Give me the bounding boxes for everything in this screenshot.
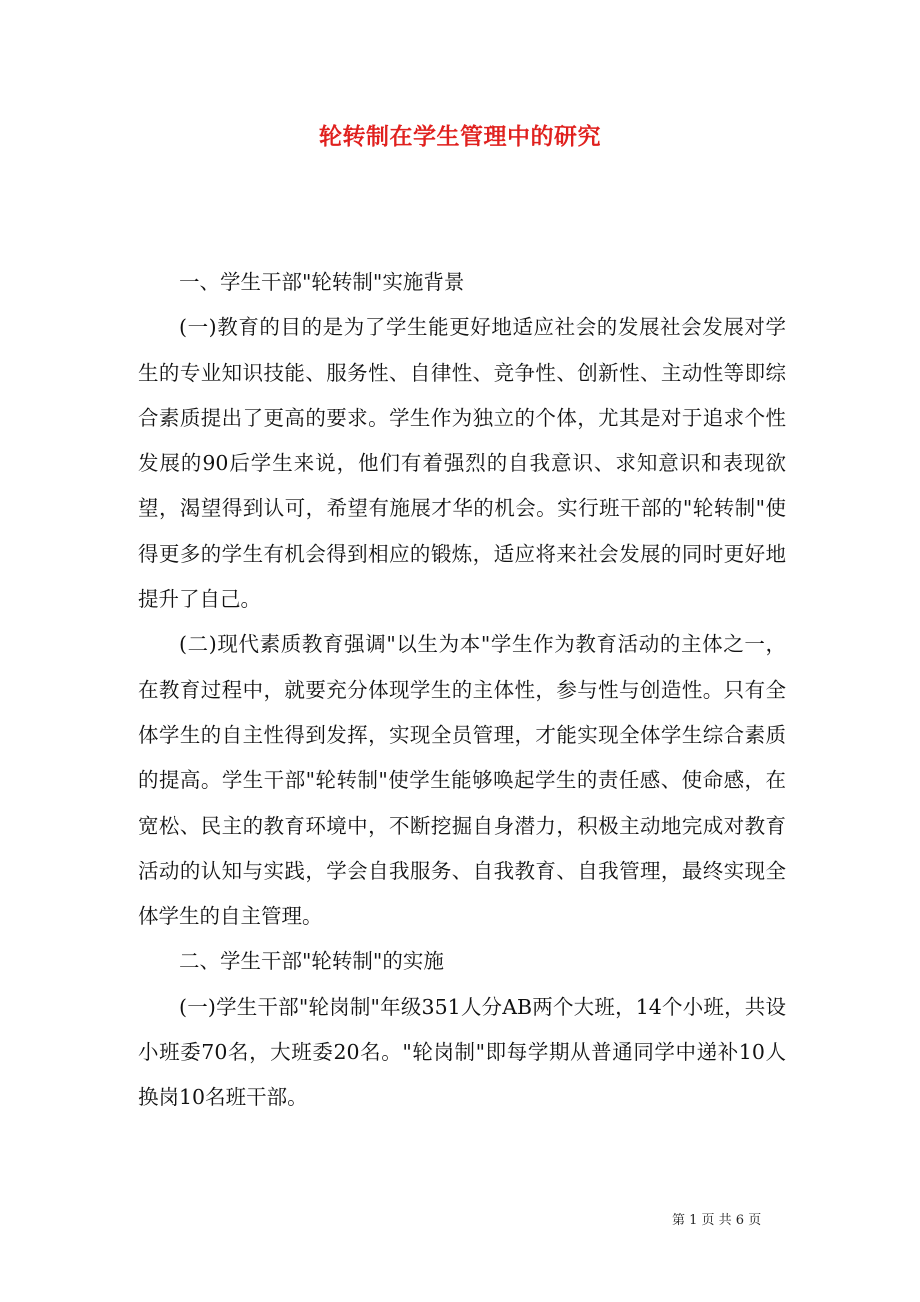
document-title: 轮转制在学生管理中的研究 [319,123,601,150]
paragraph-3: (一)学生干部"轮岗制"年级351人分AB两个大班，14个小班，共设小班委70名，大班委20名。"轮岗制"即每学期从普通同学中递补10人换岗10名班干部。 [138,994,786,1110]
section-heading-1: 一、学生干部"轮转制"实施背景 [179,270,465,294]
paragraph-1: (一)教育的目的是为了学生能更好地适应社会的发展社会发展对学生的专业知识技能、服务性、自律性、竞争性、创新性、主动性等即综合素质提出了更高的要求。学生作为独立的个体，尤其是对于追求个性发展的90后学生来说，他们有着强烈的自我意识、求知意识和表现欲望，渴望得到认可，希望有施展才华的机会。实行班干部的"轮转制"使得更多的学生有机会得到相应的锻炼，适应将来社会发展的同时更好地提升了自己。 [138,315,786,612]
section-heading-2: 二、学生干部"轮转制"的实施 [179,949,444,974]
paragraph-2: (二)现代素质教育强调"以生为本"学生作为教育活动的主体之一，在教育过程中，就要充分体现学生的主体性，参与性与创造性。只有全体学生的自主性得到发挥，实现全员管理，才能实现全体学生综合素质的提高。学生干部"轮转制"使学生能够唤起学生的责任感、使命感，在宽松、民主的教育环境中，不断挖掘自身潜力，积极主动地完成对教育活动的认知与实践，学会自我服务、自我教育、自我管理，最终实现全体学生的自主管理。 [138,632,786,929]
page-number-footer: 第 1 页 共 6 页 [672,1213,762,1228]
document-body [138,260,786,1121]
